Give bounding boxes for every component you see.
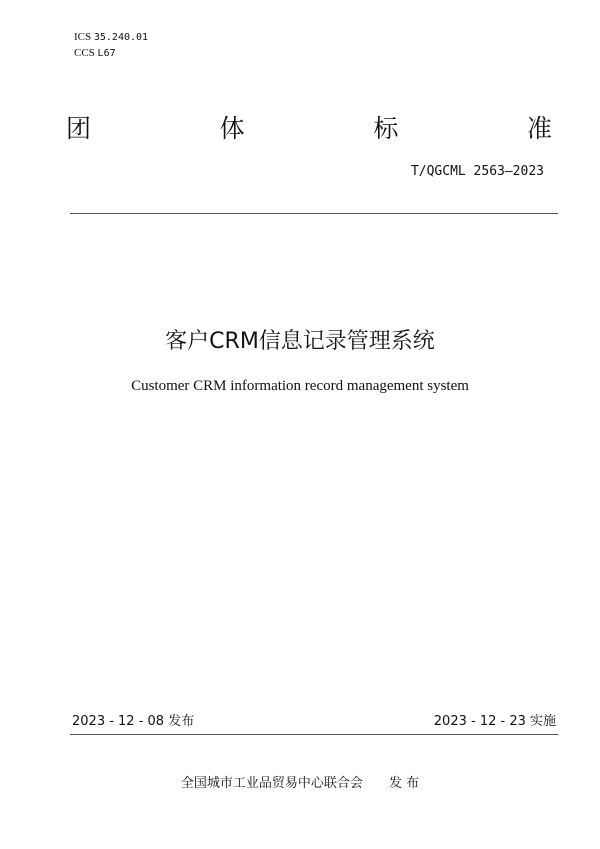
- ccs-label: CCS: [74, 47, 95, 59]
- standard-type-char: 准: [526, 114, 552, 143]
- standard-type-heading: [66, 112, 552, 146]
- issuer-line: [0, 774, 600, 794]
- top-divider: [70, 213, 558, 214]
- issuer-action: 发 布: [388, 776, 420, 791]
- standard-type-char: 团: [66, 114, 92, 143]
- implementation-date: 2023 - 12 - 23 实施: [433, 714, 556, 729]
- standard-type-char: 体: [219, 114, 245, 143]
- standard-number: T/QGCML 2563—2023: [410, 164, 544, 179]
- title-english: Customer CRM information record management system: [131, 378, 469, 394]
- issuer-organization: 全国城市工业品贸易中心联合会: [180, 776, 363, 791]
- bottom-divider: [70, 734, 558, 735]
- title-chinese: 客户CRM信息记录管理系统: [165, 329, 435, 354]
- standard-type-char: 标: [373, 114, 399, 143]
- ics-classification: [74, 31, 148, 44]
- ics-label: ICS: [74, 31, 92, 43]
- ccs-code: L67: [97, 48, 116, 59]
- ics-code: 35.240.01: [93, 32, 149, 43]
- issue-date: 2023 - 12 - 08 发布: [72, 714, 195, 729]
- ccs-classification: [74, 47, 116, 60]
